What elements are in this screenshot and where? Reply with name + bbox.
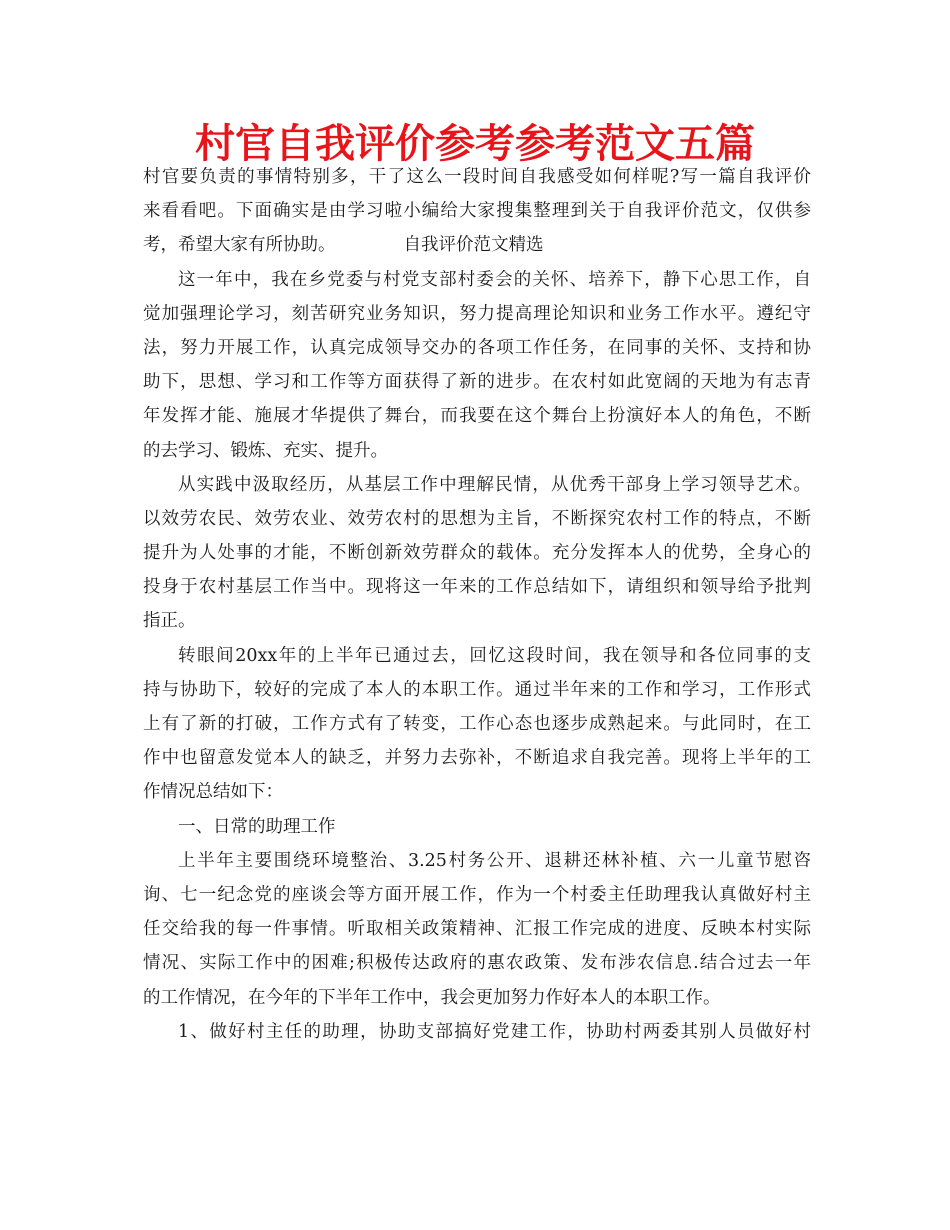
text-line: 法，努力开展工作，认真完成领导交办的各项工作任务，在同事的关怀、支持和协 (143, 337, 811, 358)
text-line: 1、做好村主任的助理，协助支部搞好党建工作，协助村两委其别人员做好村 (178, 1021, 811, 1042)
text-line: 助下，思想、学习和工作等方面获得了新的进步。在农村如此宽阔的天地为有志青 (143, 372, 811, 393)
text-line: 转眼间20xx年的上半年已通过去，回忆这段时间，我在领导和各位同事的支 (178, 645, 811, 666)
text-line: 村官要负责的事情特别多，干了这么一段时间自我感受如何样呢?写一篇自我评价 (143, 167, 811, 187)
text-line: 的去学习、锻炼、充实、提升。 (143, 440, 388, 461)
document-body (143, 160, 811, 1049)
text-line: 持与协助下，较好的完成了本人的本职工作。通过半年来的工作和学习，工作形式 (143, 679, 811, 700)
text-line: 觉加强理论学习，刻苦研究业务知识，努力提高理论知识和业务工作水平。遵纪守 (143, 303, 811, 324)
text-line: 任交给我的每一件事情。听取相关政策精神、汇报工作完成的进度、反映本村实际 (143, 919, 811, 940)
text-line: 年发挥才能、施展才华提供了舞台，而我要在这个舞台上扮演好本人的角色，不断 (143, 406, 811, 427)
text-line: 的工作情况，在今年的下半年工作中，我会更加努力作好本人的本职工作。 (143, 987, 721, 1008)
text-line: 以效劳农民、效劳农业、效劳农村的思想为主旨，不断探究农村工作的特点，不断 (143, 508, 811, 529)
text-line: 投身于农村基层工作当中。现将这一年来的工作总结如下，请组织和领导给予批判 (143, 577, 811, 598)
text-line: 作情况总结如下： (143, 782, 283, 803)
text-line: 指正。 (143, 611, 196, 632)
document-title: 村官自我评价参考参考范文五篇 (195, 121, 755, 167)
text-line: 提升为人处事的才能，不断创新效劳群众的载体。充分发挥本人的优势，全身心的 (143, 543, 811, 564)
section-subtitle: 自我评价范文精选 (403, 235, 544, 256)
text-line: 询、七一纪念党的座谈会等方面开展工作，作为一个村委主任助理我认真做好村主 (143, 884, 811, 905)
text-segment: 考，希望大家有所协助。 (143, 235, 336, 256)
text-line: 从实践中汲取经历，从基层工作中理解民情，从优秀干部身上学习领导艺术。 (178, 474, 811, 495)
text-line: 上半年主要围绕环境整治、3.25村务公开、退耕还林补植、六一儿童节慰咨 (178, 850, 811, 871)
section-heading: 一、日常的助理工作 (178, 816, 336, 837)
text-line: 作中也留意发觉本人的缺乏，并努力去弥补，不断追求自我完善。现将上半年的工 (143, 748, 811, 769)
text-line: 上有了新的打破，工作方式有了转变，工作心态也逐步成熟起来。与此同时，在工 (143, 714, 811, 734)
text-line: 这一年中，我在乡党委与村党支部村委会的关怀、培养下，静下心思工作，自 (178, 269, 811, 290)
text-line (143, 228, 811, 262)
text-line: 情况、实际工作中的困难;积极传达政府的惠农政策、发布涉农信息.结合过去一年 (143, 953, 811, 974)
text-line: 来看看吧。下面确实是由学习啦小编给大家搜集整理到关于自我评价范文，仅供参 (143, 201, 811, 222)
